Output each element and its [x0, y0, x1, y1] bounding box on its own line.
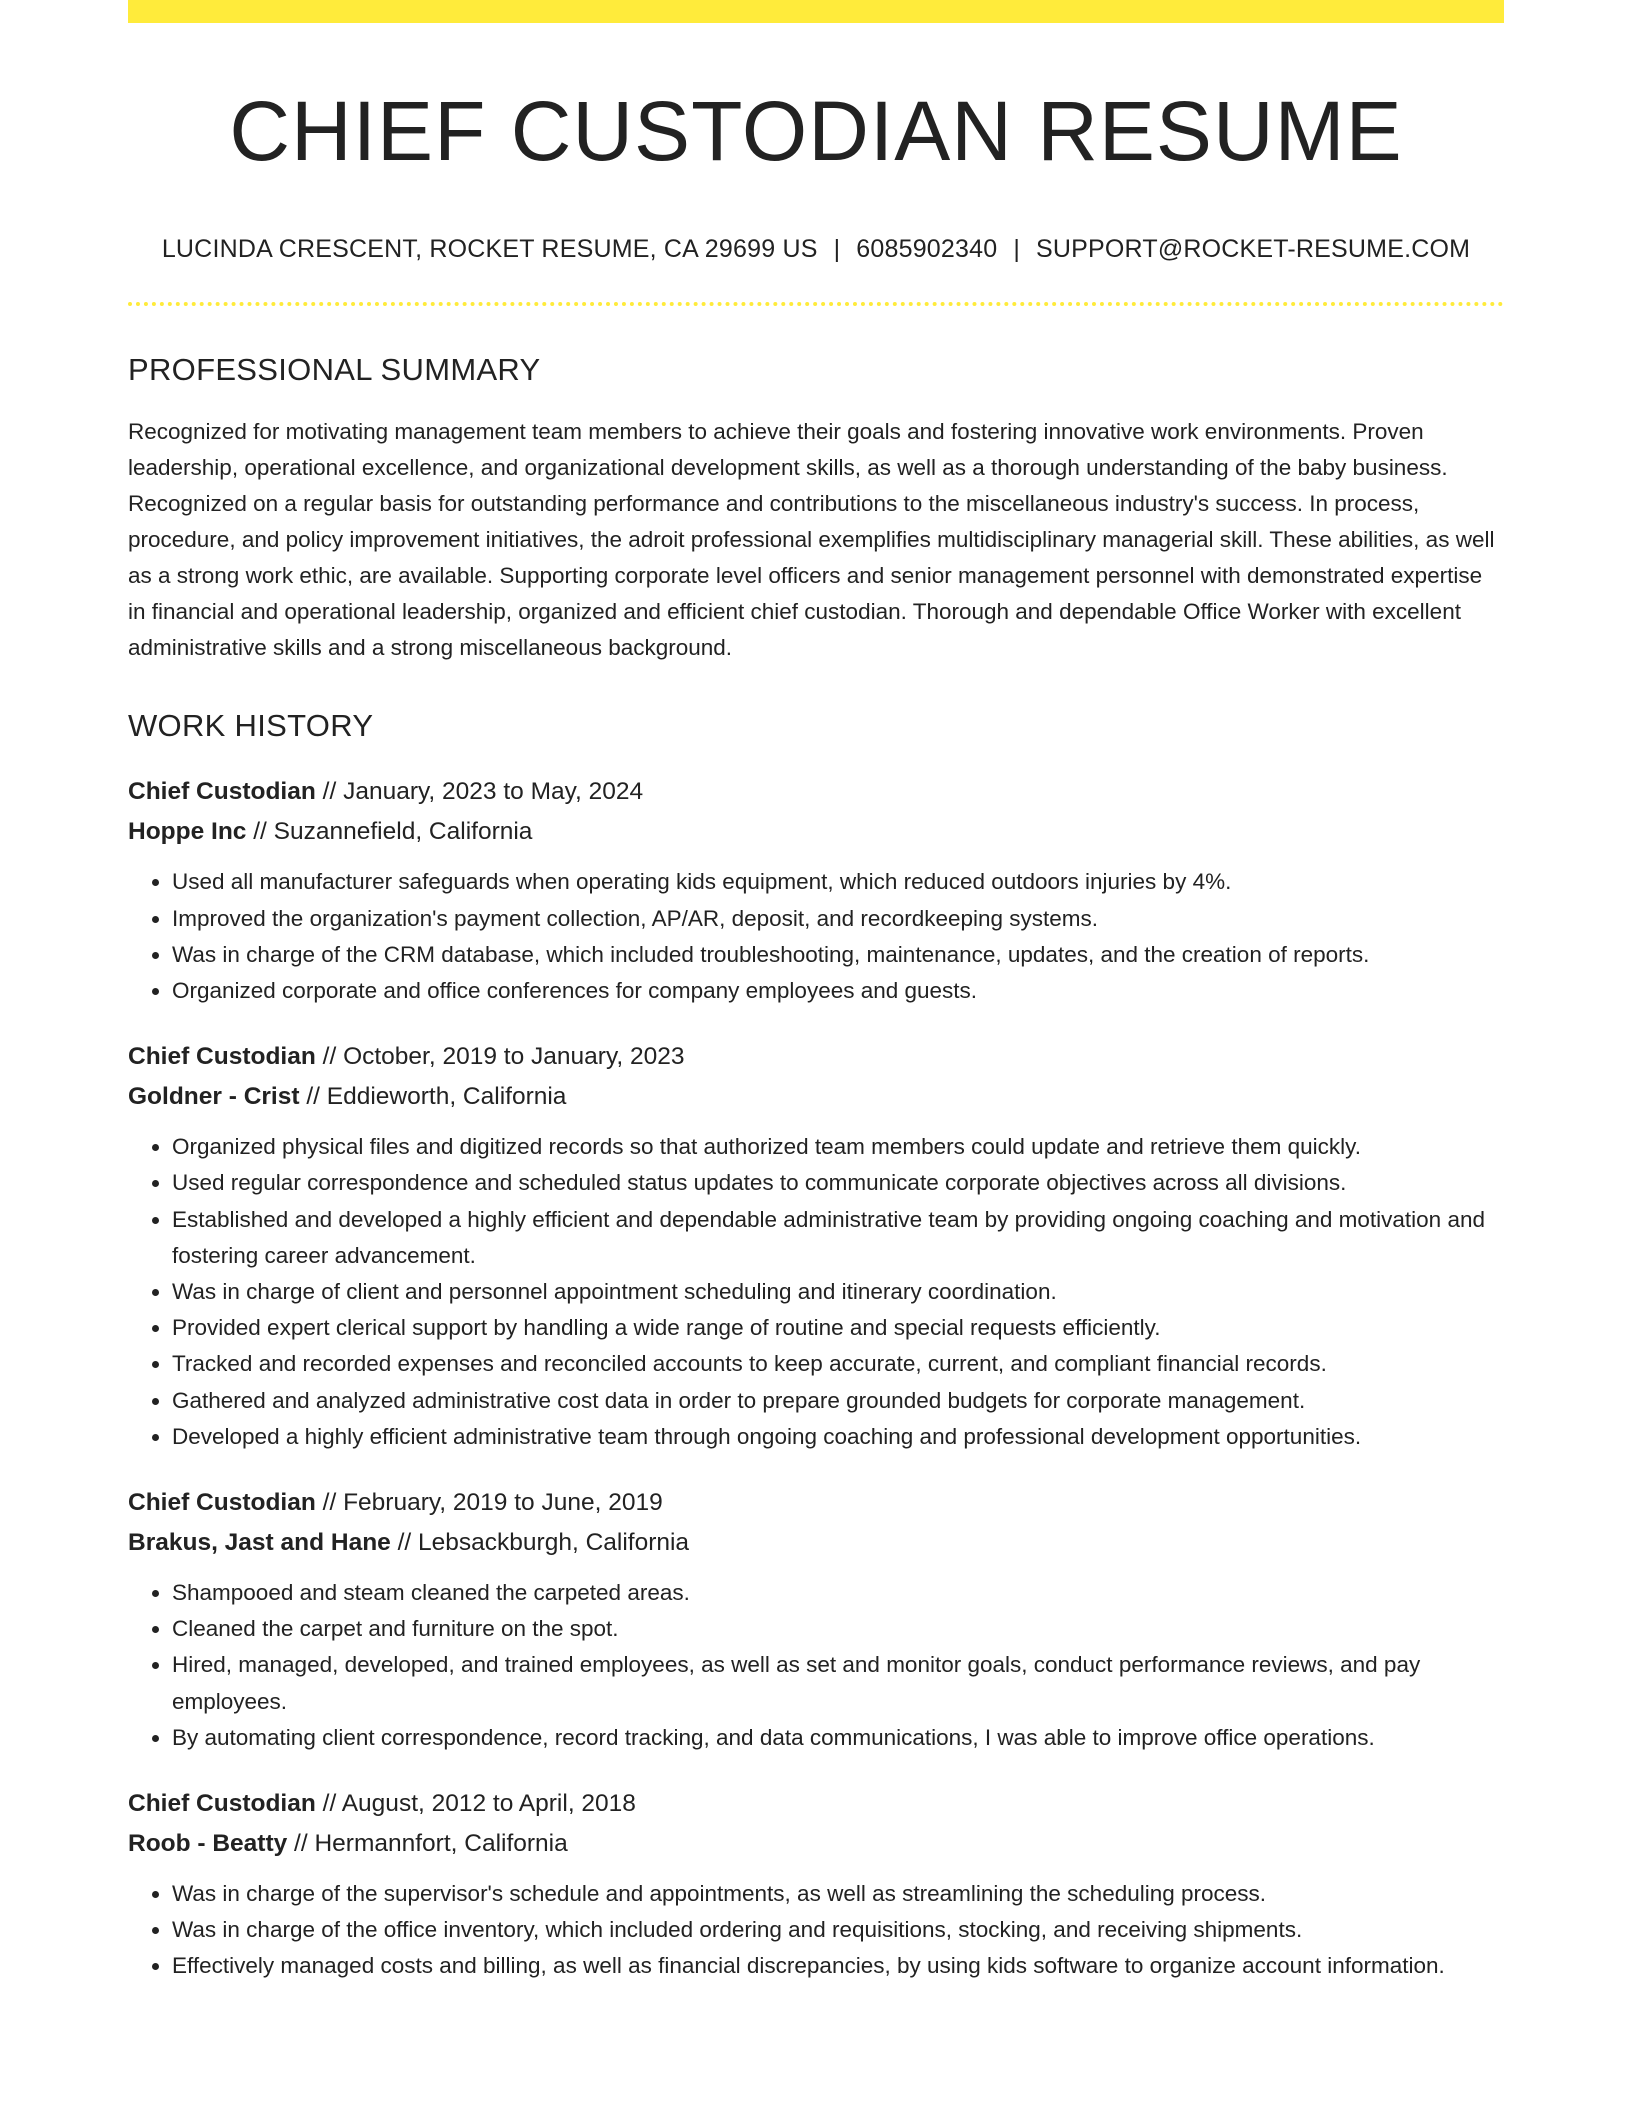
job-dates: // February, 2019 to June, 2019 [315, 1489, 663, 1517]
contact-separator: | [833, 235, 841, 264]
job-bullet: • Provided expert clerical support by handling a wide range of routine and special requests efficiently. [172, 1310, 1504, 1346]
job-bullet: • Shampooed and steam cleaned the carpeted areas. [172, 1575, 1504, 1611]
job-title-line [128, 1483, 1504, 1523]
contact-address: LUCINDA CRESCENT, ROCKET RESUME, CA 29699 US [161, 235, 818, 264]
job-title: Chief Custodian [128, 1790, 316, 1818]
job-bullets [128, 1575, 1504, 1756]
job-company: Hoppe Inc [128, 818, 247, 846]
contact-separator: | [1013, 235, 1021, 264]
job-bullet: • Used all manufacturer safeguards when operating kids equipment, which reduced outdoors injuries by 4%. [172, 864, 1504, 900]
job-bullet: • Tracked and recorded expenses and reconciled accounts to keep accurate, current, and compliant financial records. [172, 1346, 1504, 1382]
job-bullets [128, 1876, 1504, 1985]
job-title-line [128, 1784, 1504, 1824]
job-bullet: • Was in charge of the supervisor's schedule and appointments, as well as streamlining the scheduling process. [172, 1876, 1504, 1912]
job-bullet: • Was in charge of client and personnel appointment scheduling and itinerary coordination. [172, 1274, 1504, 1310]
contact-email: SUPPORT@ROCKET-RESUME.COM [1036, 235, 1471, 264]
job-bullet: • Was in charge of the office inventory, which included ordering and requisitions, stocking, and receiving shipments. [172, 1912, 1504, 1948]
job-bullet: • Organized corporate and office conferences for company employees and guests. [172, 973, 1504, 1009]
job-bullet: • Gathered and analyzed administrative cost data in order to prepare grounded budgets for corporate management. [172, 1383, 1504, 1419]
job-bullet: • Improved the organization's payment collection, AP/AR, deposit, and recordkeeping systems. [172, 901, 1504, 937]
job-bullet: • Organized physical files and digitized records so that authorized team members could update and retrieve them quickly. [172, 1129, 1504, 1165]
job-entry [128, 1483, 1504, 1756]
contact-info [128, 235, 1504, 264]
job-location: // Lebsackburgh, California [390, 1529, 690, 1557]
job-bullet: • Developed a highly efficient administrative team through ongoing coaching and professional development opportunities. [172, 1419, 1504, 1455]
job-entry [128, 772, 1504, 1009]
job-bullet: • Established and developed a highly efficient and dependable administrative team by providing ongoing coaching and motivation and fostering career advancement. [172, 1202, 1504, 1274]
job-location: // Eddieworth, California [299, 1083, 567, 1111]
job-bullet: • Cleaned the carpet and furniture on the spot. [172, 1611, 1504, 1647]
job-dates: // August, 2012 to April, 2018 [315, 1790, 636, 1818]
job-bullet: • Hired, managed, developed, and trained employees, as well as set and monitor goals, conduct performance reviews, and pay employees. [172, 1647, 1504, 1719]
job-bullet: • Used regular correspondence and scheduled status updates to communicate corporate objectives across all divisions. [172, 1165, 1504, 1201]
job-title: Chief Custodian [128, 1043, 316, 1071]
job-title: Chief Custodian [128, 1489, 316, 1517]
job-dates: // January, 2023 to May, 2024 [315, 778, 644, 806]
job-entry [128, 1037, 1504, 1455]
job-bullet: • Effectively managed costs and billing, as well as financial discrepancies, by using kids software to organize account information. [172, 1948, 1504, 1984]
accent-bar [128, 0, 1504, 23]
job-location: // Hermannfort, California [287, 1830, 568, 1858]
page-title: CHIEF CUSTODIAN RESUME [229, 84, 1403, 178]
job-company: Goldner - Crist [128, 1083, 300, 1111]
job-company: Brakus, Jast and Hane [128, 1529, 391, 1557]
job-entry [128, 1784, 1504, 1985]
job-title-line [128, 1037, 1504, 1077]
contact-phone: 6085902340 [856, 235, 998, 264]
job-bullet: • By automating client correspondence, record tracking, and data communications, I was able to improve office operations. [172, 1720, 1504, 1756]
summary-text: Recognized for motivating management team members to achieve their goals and fostering innovative work environments. Proven leadership, operational excellence, and organizational development skills, as well as a thorough understanding of the baby business. Recognized on a regular basis for outstanding performance and contributions to the miscellaneous industry's success. In process, procedure, and policy improvement initiatives, the adroit professional exemplifies multidisciplinary managerial skill. These abilities, as well as a strong work ethic, are available. Supporting corporate level officers and senior management personnel with demonstrated expertise in financial and operational leadership, organized and efficient chief custodian. Thorough and dependable Office Worker with excellent administrative skills and a strong miscellaneous background. [128, 419, 1495, 661]
job-bullets [128, 1129, 1504, 1455]
work-history-heading: WORK HISTORY [128, 708, 374, 744]
job-dates: // October, 2019 to January, 2023 [315, 1043, 685, 1071]
resume-page [128, 0, 1504, 1985]
dotted-divider [128, 302, 1504, 306]
job-company: Roob - Beatty [128, 1830, 288, 1858]
job-bullet: • Was in charge of the CRM database, which included troubleshooting, maintenance, updates, and the creation of reports. [172, 937, 1504, 973]
job-company-line [128, 1523, 1504, 1563]
summary-heading: PROFESSIONAL SUMMARY [128, 352, 541, 388]
job-company-line [128, 1824, 1504, 1864]
job-location: // Suzannefield, California [246, 818, 533, 846]
job-title-line [128, 772, 1504, 812]
job-company-line [128, 812, 1504, 852]
job-bullets [128, 864, 1504, 1009]
job-company-line [128, 1077, 1504, 1117]
job-title: Chief Custodian [128, 778, 316, 806]
